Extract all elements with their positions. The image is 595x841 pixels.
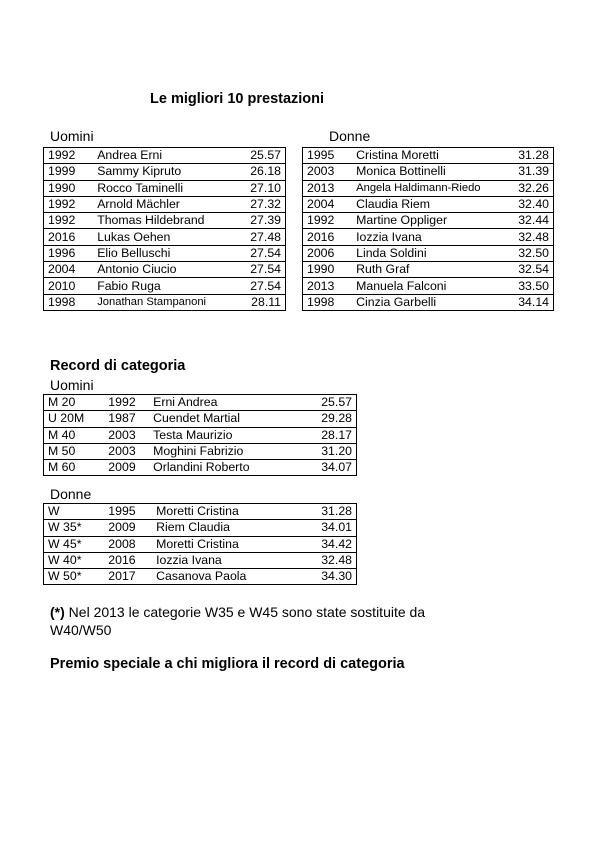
cell-time: 27.48 [234,229,286,245]
cell-time: 31.20 [304,443,357,459]
records-men-table [43,394,357,476]
cell-name: Andrea Erni [93,148,234,164]
footnote-text: Nel 2013 le categorie W35 e W45 sono state sostituite da W40/W50 [50,604,426,638]
cell-year: 2016 [104,552,152,568]
cell-time: 31.28 [304,504,357,520]
table-row [303,213,554,229]
cell-name: Manuela Falconi [352,278,502,294]
cell-name: Testa Maurizio [149,427,303,443]
cell-year: 2016 [44,229,94,245]
cell-year: 2016 [303,229,353,245]
cell-time: 25.57 [304,395,357,411]
cell-name: Martine Oppliger [352,213,502,229]
cell-name: Moretti Cristina [152,536,303,552]
cell-time: 34.14 [502,294,554,310]
cell-cat: M 60 [44,460,105,476]
cell-time: 34.42 [304,536,357,552]
cell-name: Cuendet Martial [149,411,303,427]
cell-time: 25.57 [234,148,286,164]
records-heading: Record di categoria [50,358,186,374]
cell-name: Thomas Hildebrand [93,213,234,229]
table-row [44,229,286,245]
cell-time: 29.28 [304,411,357,427]
table-row [303,278,554,294]
top10-men-table [43,147,286,311]
table-row [44,213,286,229]
cell-year: 2003 [104,443,149,459]
table-row [44,164,286,180]
cell-time: 32.44 [502,213,554,229]
cell-time: 28.11 [234,294,286,310]
cell-name: Iozzia Ivana [152,552,303,568]
cell-cat: W 45* [44,536,105,552]
table-row [44,427,357,443]
cell-year: 2004 [303,196,353,212]
cell-time: 27.39 [234,213,286,229]
cell-time: 31.28 [502,148,554,164]
cell-year: 2010 [44,278,94,294]
cell-year: 2013 [303,180,353,196]
cell-name: Erni Andrea [149,395,303,411]
cell-time: 32.54 [502,262,554,278]
cell-cat: M 20 [44,395,105,411]
cell-time: 26.18 [234,164,286,180]
cell-year: 1996 [44,245,94,261]
table-row [44,262,286,278]
cell-time: 32.40 [502,196,554,212]
cell-cat: W 35* [44,520,105,536]
table-row [44,411,357,427]
table-row [44,536,357,552]
cell-name: Casanova Paola [152,569,303,585]
cell-name: Monica Bottinelli [352,164,502,180]
table-row [44,180,286,196]
cell-time: 27.32 [234,196,286,212]
table-row [44,552,357,568]
cell-time: 32.50 [502,245,554,261]
cell-name: Angela Haldimann-Riedo [352,180,502,196]
table-row [44,294,286,310]
cell-name: Iozzia Ivana [352,229,502,245]
cell-cat: W 40* [44,552,105,568]
table-row [44,148,286,164]
cell-year: 1992 [44,196,94,212]
cell-time: 34.07 [304,460,357,476]
cell-name: Arnold Mächler [93,196,234,212]
cell-year: 2003 [303,164,353,180]
cell-name: Sammy Kipruto [93,164,234,180]
cell-year: 1992 [303,213,353,229]
table-row [303,294,554,310]
cell-name: Cristina Moretti [352,148,502,164]
cell-year: 1995 [104,504,152,520]
cell-year: 1990 [44,180,94,196]
cell-cat: U 20M [44,411,105,427]
table-row [303,148,554,164]
cell-year: 2009 [104,520,152,536]
cell-name: Linda Soldini [352,245,502,261]
cell-year: 1992 [44,148,94,164]
table-row [303,245,554,261]
cell-year: 1999 [44,164,94,180]
cell-name: Rocco Taminelli [93,180,234,196]
cell-time: 32.48 [304,552,357,568]
table-row [44,504,357,520]
cell-name: Claudia Riem [352,196,502,212]
cell-cat: M 40 [44,427,105,443]
cell-time: 34.30 [304,569,357,585]
table-row [44,278,286,294]
cell-name: Cinzia Garbelli [352,294,502,310]
table-row [303,180,554,196]
cell-name: Moghini Fabrizio [149,443,303,459]
cell-time: 27.10 [234,180,286,196]
cell-name: Orlandini Roberto [149,460,303,476]
cell-time: 28.17 [304,427,357,443]
table-row [44,460,357,476]
cell-name: Elio Belluschi [93,245,234,261]
cell-year: 2013 [303,278,353,294]
cell-name: Ruth Graf [352,262,502,278]
cell-year: 2008 [104,536,152,552]
cell-year: 2009 [104,460,149,476]
table-row [303,229,554,245]
table-row [303,262,554,278]
cell-time: 32.26 [502,180,554,196]
page-title: Le migliori 10 prestazioni [150,91,325,107]
table-row [44,395,357,411]
cell-year: 1987 [104,411,149,427]
table-row [44,569,357,585]
cell-cat: W [44,504,105,520]
cell-name: Antonio Ciucio [93,262,234,278]
table-row [44,245,286,261]
top10-women-label: Donne [329,128,371,144]
cell-cat: M 50 [44,443,105,459]
cell-time: 27.54 [234,262,286,278]
cell-year: 1998 [303,294,353,310]
cell-time: 27.54 [234,245,286,261]
cell-year: 1998 [44,294,94,310]
cell-name: Fabio Ruga [93,278,234,294]
records-women-label: Donne [50,486,92,502]
special-prize-note: Premio speciale a chi migliora il record di categoria [50,656,405,672]
table-row [303,196,554,212]
records-men-label: Uomini [50,377,94,393]
top10-men-label: Uomini [50,128,94,144]
cell-year: 1992 [44,213,94,229]
cell-cat: W 50* [44,569,105,585]
cell-name: Moretti Cristina [152,504,303,520]
cell-year: 2006 [303,245,353,261]
table-row [44,520,357,536]
records-women-table [43,503,357,585]
footnote-marker: (*) [50,604,65,620]
cell-time: 31.39 [502,164,554,180]
cell-year: 1995 [303,148,353,164]
table-row [303,164,554,180]
footnote [50,603,490,639]
cell-year: 2017 [104,569,152,585]
cell-year: 1992 [104,395,149,411]
cell-name: Jonathan Stampanoni [93,294,234,310]
table-row [44,443,357,459]
cell-year: 2004 [44,262,94,278]
cell-time: 33.50 [502,278,554,294]
cell-year: 2003 [104,427,149,443]
cell-time: 27.54 [234,278,286,294]
cell-name: Riem Claudia [152,520,303,536]
table-row [44,196,286,212]
cell-year: 1990 [303,262,353,278]
cell-time: 34.01 [304,520,357,536]
cell-name: Lukas Oehen [93,229,234,245]
top10-women-table [302,147,554,311]
cell-time: 32.48 [502,229,554,245]
